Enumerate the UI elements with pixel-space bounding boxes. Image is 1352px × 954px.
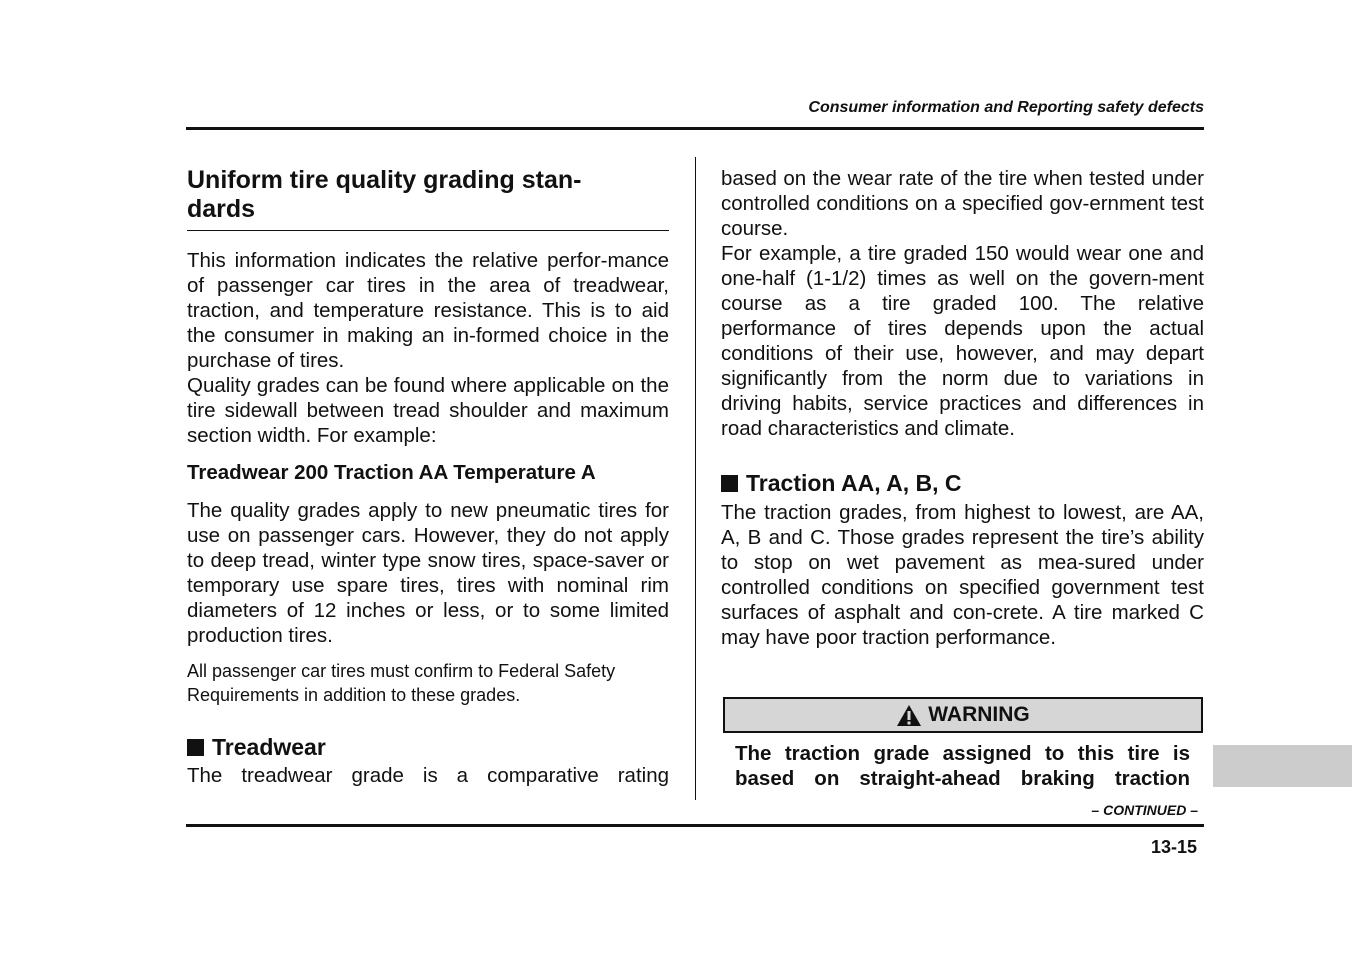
footer-rule — [186, 824, 1204, 827]
warning-label: WARNING — [928, 703, 1030, 726]
header-rule — [186, 127, 1204, 130]
example-paragraph: For example, a tire graded 150 would wear one and one-half (1-1/2) times as well on the govern-ment course as a tire graded 100. The relative performance of tires depends upon the actual conditions of their use, however, and may depart significantly from the norm due to variations in driving habits, service practices and differences in road characteristics and climate. — [721, 242, 1204, 440]
square-bullet-icon — [721, 475, 738, 492]
wear-rate-paragraph: based on the wear rate of the tire when tested under controlled conditions on a specified gov-ernment test course. — [721, 167, 1204, 240]
square-bullet-icon — [187, 739, 204, 756]
left-column — [187, 166, 669, 788]
column-divider — [695, 157, 696, 800]
continued-marker: – CONTINUED – — [1091, 802, 1198, 818]
grade-example: Treadwear 200 Traction AA Temperature A — [187, 461, 596, 484]
treadwear-heading — [187, 733, 669, 761]
section-heading-line1: Uniform tire quality grading stan- — [187, 166, 582, 194]
warning-banner — [723, 697, 1203, 733]
chapter-side-tab — [1213, 745, 1352, 787]
treadwear-paragraph: The treadwear grade is a comparative rating — [187, 764, 669, 787]
traction-paragraph: The traction grades, from highest to lowest, are AA, A, B and C. Those grades represent the tire’s ability to stop on wet pavement as mea-sured under controlled conditions on specified government test surfaces of asphalt and con-crete. A tire marked C may have poor traction performance. — [721, 501, 1204, 649]
page-number: 13-15 — [1150, 837, 1197, 857]
traction-heading — [721, 469, 1204, 497]
section-heading-line2: dards — [187, 195, 256, 223]
heading-rule — [187, 230, 669, 231]
traction-heading-text: Traction AA, A, B, C — [746, 470, 962, 496]
running-header: Consumer information and Reporting safety defects — [808, 99, 1204, 116]
federal-requirements-note: All passenger car tires must confirm to Federal Safety Requirements in addition to these grades. — [187, 661, 616, 705]
applicability-paragraph: The quality grades apply to new pneumatic tires for use on passenger cars. However, they do not apply to deep tread, winter type snow tires, space-saver or temporary use spare tires, tires with nominal rim diameters of 12 inches or less, or to some limited production tires. — [187, 499, 669, 647]
warning-text: The traction grade assigned to this tire is based on straight-ahead braking traction — [735, 742, 1190, 790]
intro-paragraph: This information indicates the relative perfor-mance of passenger car tires in the area of treadwear, traction, and temperature resistance. This is to aid the consumer in making an in-formed choice in the purchase of tires. — [187, 249, 669, 372]
section-heading — [187, 166, 669, 224]
right-column — [721, 166, 1204, 650]
treadwear-heading-text: Treadwear — [212, 734, 326, 760]
sidewall-paragraph: Quality grades can be found where applicable on the tire sidewall between tread shoulder and maximum section width. For example: — [187, 374, 669, 447]
warning-triangle-icon — [896, 704, 922, 727]
